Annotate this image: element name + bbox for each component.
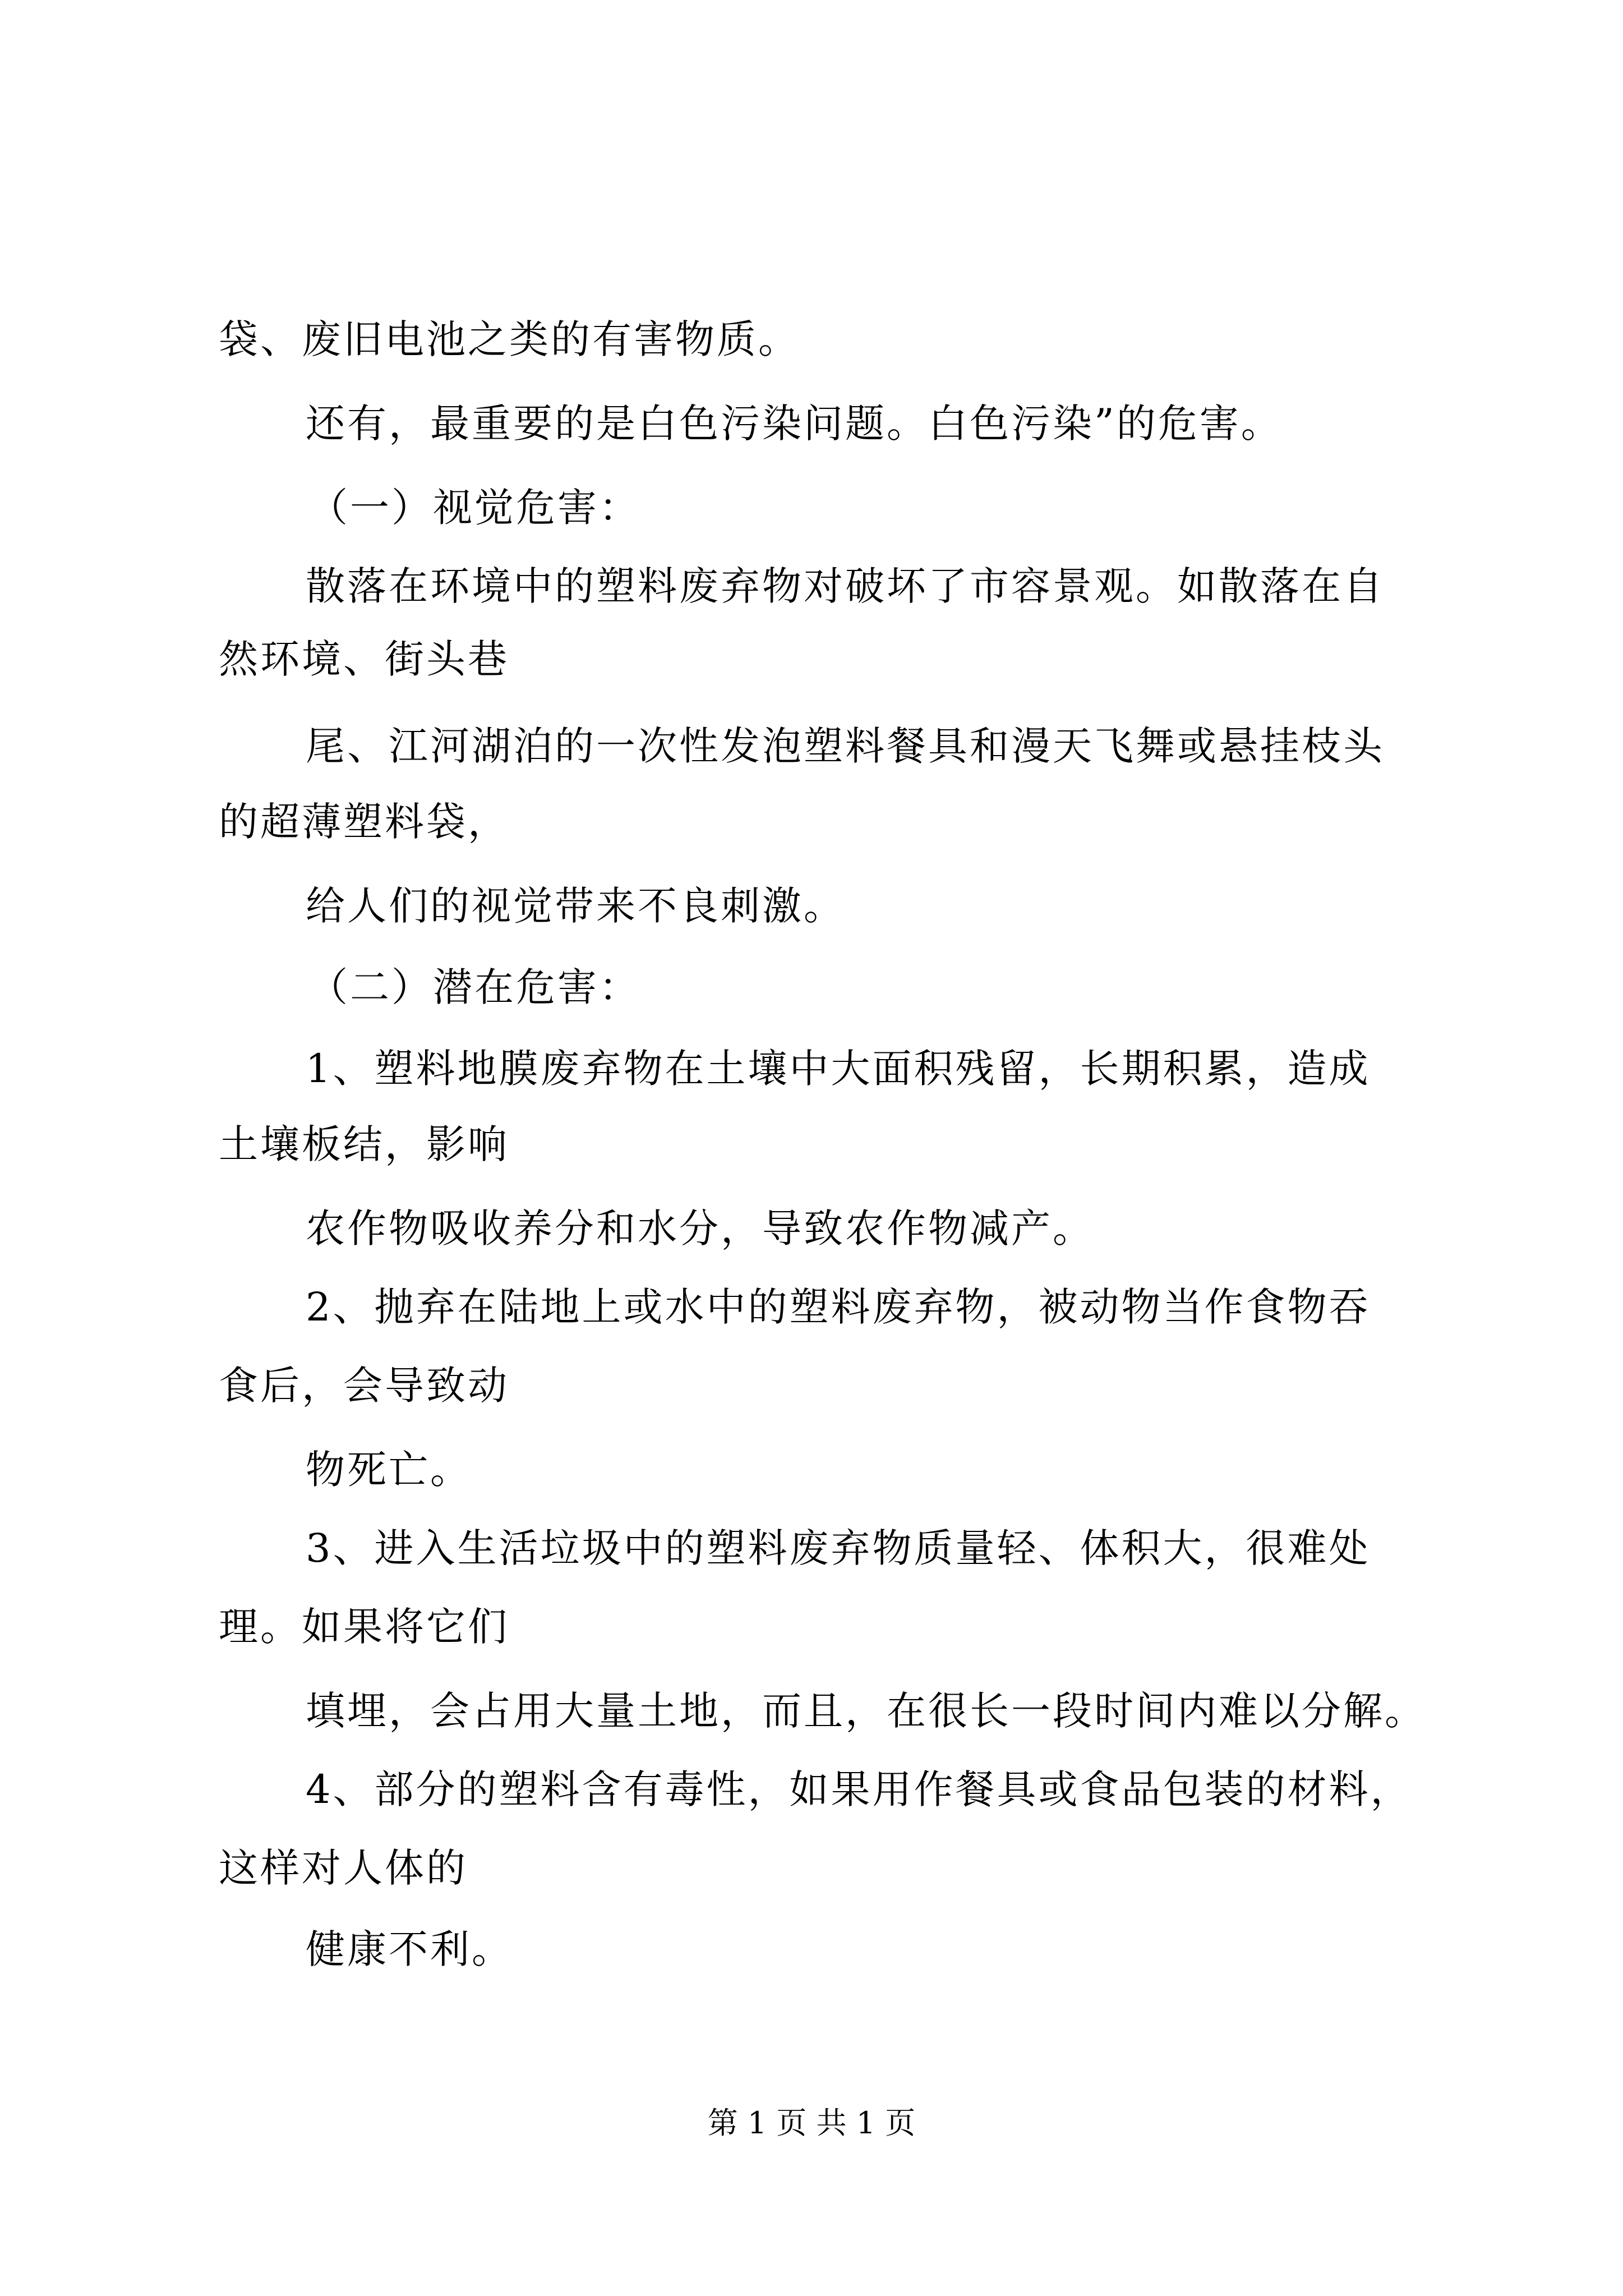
- text-line: 还有，最重要的是白色污染问题。白色污染”的危害。: [306, 401, 1283, 447]
- text-line: 土壤板结，影响: [219, 1121, 509, 1167]
- text-line: 然环境、街头巷: [219, 636, 509, 682]
- text-line: 这样对人体的: [219, 1845, 468, 1891]
- text-line: 健康不利。: [306, 1926, 513, 1972]
- text-line: 尾、江河湖泊的一次性发泡塑料餐具和漫天飞舞或悬挂枝头: [306, 723, 1385, 769]
- section-heading: （一）视觉危害：: [308, 485, 640, 531]
- section-heading: （二）潜在危害：: [308, 964, 640, 1010]
- text-line: 2、抛弃在陆地上或水中的塑料废弃物，被动物当作食物吞: [306, 1284, 1371, 1330]
- text-line: 1、塑料地膜废弃物在土壤中大面积残留，长期积累，造成: [306, 1046, 1371, 1092]
- text-line: 食后，会导致动: [219, 1363, 509, 1409]
- text-line: 袋、废旧电池之类的有害物质。: [219, 316, 800, 362]
- text-line: 农作物吸收养分和水分，导致农作物减产。: [306, 1205, 1094, 1251]
- text-line: 3、进入生活垃圾中的塑料废弃物质量轻、体积大，很难处: [306, 1525, 1371, 1571]
- text-line: 4、部分的塑料含有毒性，如果用作餐具或食品包装的材料，: [306, 1766, 1412, 1812]
- text-line: 理。如果将它们: [219, 1604, 509, 1650]
- text-line: 填埋，会占用大量土地，而且，在很长一段时间内难以分解。: [306, 1688, 1426, 1734]
- text-line: 给人们的视觉带来不良刺激。: [306, 883, 845, 929]
- page-number-footer: 第 1 页 共 1 页: [707, 2105, 916, 2141]
- text-line: 物死亡。: [306, 1447, 472, 1493]
- text-line: 散落在环境中的塑料废弃物对破坏了市容景观。如散落在自: [306, 563, 1385, 609]
- text-line: 的超薄塑料袋，: [219, 799, 509, 845]
